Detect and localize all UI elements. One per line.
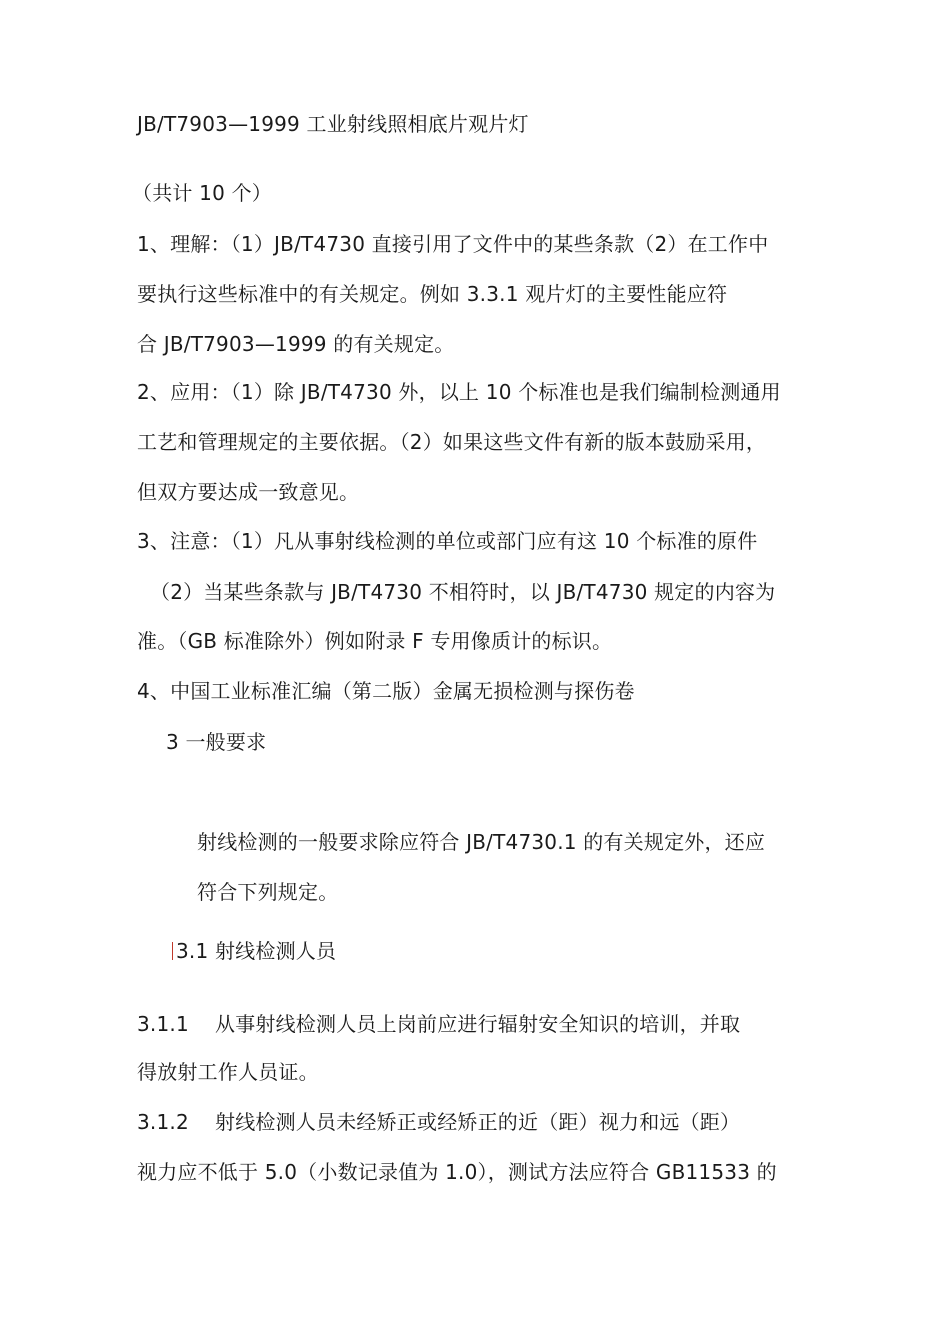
edit-marker (172, 942, 173, 960)
section3-intro-line2: 符合下列规定。 (197, 880, 339, 904)
item4-line: 4、中国工业标准汇编（第二版）金属无损检测与探伤卷 (137, 679, 635, 703)
standards-count: （共计 10 个） (132, 181, 272, 205)
clause-3-1-2-line1 (137, 1108, 740, 1136)
section3-intro-line1: 射线检测的一般要求除应符合 JB/T4730.1 的有关规定外，还应 (197, 830, 766, 854)
clause-3-1-1-line1 (137, 1010, 740, 1038)
item1-line2: 要执行这些标准中的有关规定。例如 3.3.1 观片灯的主要性能应符 (137, 282, 728, 306)
document-title: JB/T7903—1999 工业射线照相底片观片灯 (137, 112, 529, 136)
item3-line3: 准。（GB 标准除外）例如附录 F 专用像质计的标识。 (137, 629, 613, 653)
section3-heading: 3 一般要求 (166, 730, 267, 754)
subsection-3-1-label: 3.1 射线检测人员 (176, 939, 337, 963)
item1-line3: 合 JB/T7903—1999 的有关规定。 (137, 332, 455, 356)
clause-text: 从事射线检测人员上岗前应进行辐射安全知识的培训，并取 (215, 1012, 741, 1036)
item3-line2: （2）当某些条款与 JB/T4730 不相符时，以 JB/T4730 规定的内容为 (150, 580, 776, 604)
item3-line1: 3、注意：（1）凡从事射线检测的单位或部门应有这 10 个标准的原件 (137, 529, 758, 553)
clause-3-1-2-line2: 视力应不低于 5.0（小数记录值为 1.0），测试方法应符合 GB11533 的 (137, 1160, 777, 1184)
item2-line3: 但双方要达成一致意见。 (137, 480, 360, 504)
clause-text: 射线检测人员未经矫正或经矫正的近（距）视力和远（距） (215, 1110, 741, 1134)
item1-line1: 1、理解：（1）JB/T4730 直接引用了文件中的某些条款（2）在工作中 (137, 232, 769, 256)
clause-number: 3.1.2 (137, 1110, 189, 1134)
clause-number: 3.1.1 (137, 1012, 189, 1036)
item2-line2: 工艺和管理规定的主要依据。（2）如果这些文件有新的版本鼓励采用， (137, 430, 767, 454)
subsection-3-1 (172, 937, 336, 965)
item2-line1: 2、应用：（1）除 JB/T4730 外，以上 10 个标准也是我们编制检测通用 (137, 380, 781, 404)
clause-3-1-1-line2: 得放射工作人员证。 (137, 1060, 319, 1084)
